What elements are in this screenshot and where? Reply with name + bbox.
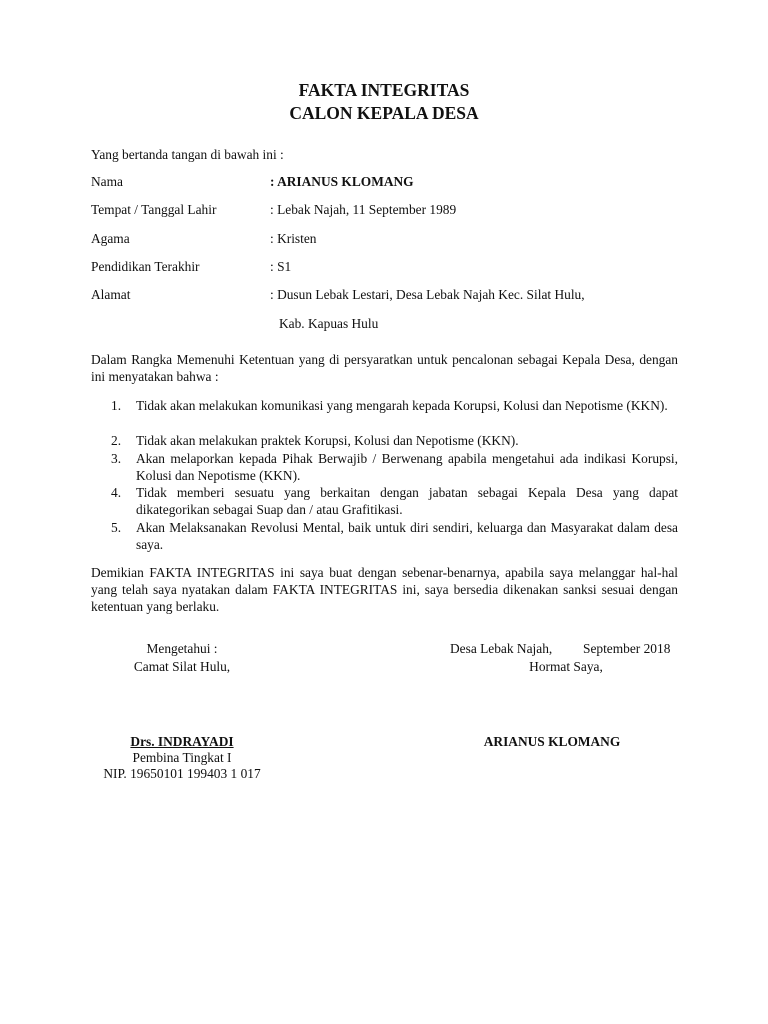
list-item-text: Akan melaporkan kepada Pihak Berwajib / Berwenang apabila mengetahui ada indikasi Korupsi, Kolusi dan Nepotisme (KKN). [136, 451, 678, 483]
list-item-text: Tidak memberi sesuatu yang berkaitan dengan jabatan sebagai Kepala Desa yang dapat dikategorikan sebagai Suap dan / atau Grafitikasi. [136, 485, 678, 517]
document-title: FAKTA INTEGRITAS [298, 80, 470, 100]
list-item-text: Tidak akan melakukan komunikasi yang mengarah kepada Korupsi, Kolusi dan Nepotisme (KKN). [136, 398, 668, 413]
list-item-number: 4. [111, 485, 122, 500]
field-value-agama: : Kristen [270, 231, 317, 246]
field-value-ttl: : Lebak Najah, 11 September 1989 [270, 202, 457, 217]
list-item-number: 3. [111, 451, 122, 466]
field-value-alamat-line2: Kab. Kapuas Hulu [279, 316, 379, 331]
field-value-nama: : ARIANUS KLOMANG [270, 174, 414, 189]
list-item-number: 1. [111, 398, 122, 413]
right-sign-place: Desa Lebak Najah, [450, 641, 553, 656]
field-label-alamat: Alamat [91, 287, 131, 302]
left-sign-rank: Pembina Tingkat I [132, 750, 232, 765]
right-sign-date: September 2018 [583, 641, 671, 656]
intro-text: Yang bertanda tangan di bawah ini : [91, 147, 284, 162]
right-sign-name: ARIANUS KLOMANG [483, 734, 621, 749]
list-item-text: Akan Melaksanakan Revolusi Mental, baik untuk diri sendiri, keluarga dan Masyarakat dalam desa saya. [136, 520, 678, 552]
closing-paragraph: Demikian FAKTA INTEGRITAS ini saya buat dengan sebenar-benarnya, apabila saya melanggar hal-hal yang telah saya nyatakan dalam FAKTA INTEGRITAS ini, saya bersedia dikenakan sanksi sesuai dengan ketentuan yang berlaku. [91, 565, 678, 614]
left-sign-name: Drs. INDRAYADI [130, 734, 234, 749]
field-value-pendidikan: : S1 [270, 259, 292, 274]
right-sign-greeting: Hormat Saya, [529, 659, 603, 674]
list-item-number: 2. [111, 433, 122, 448]
field-label-ttl: Tempat / Tanggal Lahir [91, 202, 217, 217]
left-sign-nip: NIP. 19650101 199403 1 017 [103, 766, 261, 781]
left-sign-mengetahui: Mengetahui : [146, 641, 218, 656]
field-label-pendidikan: Pendidikan Terakhir [91, 259, 200, 274]
document-subtitle: CALON KEPALA DESA [289, 103, 479, 123]
field-value-alamat: : Dusun Lebak Lestari, Desa Lebak Najah Kec. Silat Hulu, [270, 287, 585, 302]
field-label-agama: Agama [91, 231, 130, 246]
field-label-nama: Nama [91, 174, 123, 189]
list-item-number: 5. [111, 520, 122, 535]
statement-paragraph: Dalam Rangka Memenuhi Ketentuan yang di persyaratkan untuk pencalonan sebagai Kepala Desa, dengan ini menyatakan bahwa : [91, 352, 678, 384]
left-sign-title: Camat Silat Hulu, [133, 659, 231, 674]
list-item-text: Tidak akan melakukan praktek Korupsi, Kolusi dan Nepotisme (KKN). [136, 433, 519, 448]
